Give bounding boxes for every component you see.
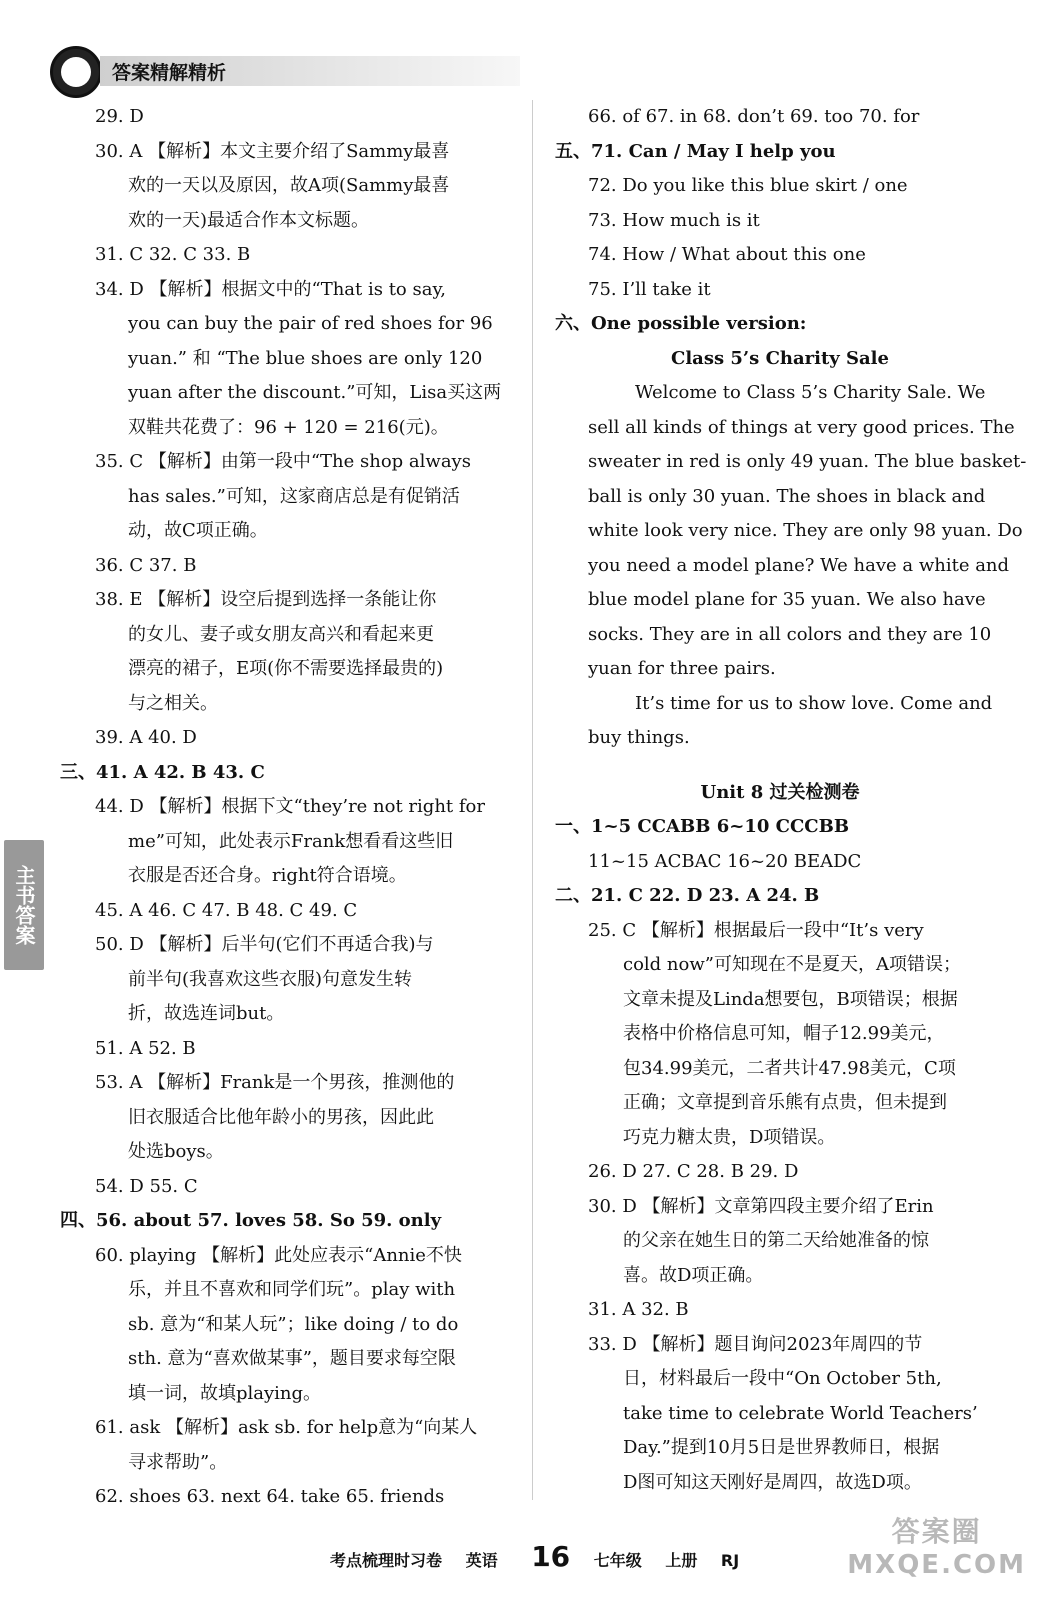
answer-line: yuan after the discount.”可知，Lisa买这两	[128, 382, 502, 403]
answer-line: 38. E 【解析】设空后提到选择一条能让你	[95, 589, 437, 610]
watermark-bottom: MXQE.COM	[847, 1550, 1026, 1580]
answer-line: you need a model plane? We have a white and	[588, 554, 1010, 576]
answer-line: 文章未提及Linda想要包，B项错误；根据	[623, 988, 958, 1010]
answer-line: 66. of 67. in 68. don’t 69. too 70. for	[588, 106, 920, 127]
answer-line: you can buy the pair of red shoes for 96	[128, 313, 493, 334]
answer-line: 31. A 32. B	[588, 1299, 689, 1320]
answer-line: 动，故C项正确。	[128, 520, 268, 541]
answer-line: 表格中价格信息可知，帽子12.99美元，	[623, 1023, 945, 1044]
answer-line: 五、71. Can / May I help you	[555, 140, 836, 162]
page-number: 16	[531, 1540, 571, 1573]
answer-line: Unit 8 过关检测卷	[700, 781, 860, 803]
answer-line: 35. C 【解析】由第一段中“The shop always	[95, 451, 471, 472]
answer-line: 73. How much is it	[588, 209, 760, 231]
answer-line: 29. D	[95, 106, 144, 127]
footer-book: 考点梳理时习卷	[330, 1551, 443, 1570]
answer-line: 四、56. about 57. loves 58. So 59. only	[60, 1210, 442, 1231]
answer-line: 54. D 55. C	[95, 1175, 198, 1197]
footer-subject: 英语	[465, 1551, 498, 1570]
answer-line: 欢的一天)最适合作本文标题。	[128, 209, 370, 231]
header-title: 答案精解精析	[112, 62, 227, 84]
answer-line: 30. A 【解析】本文主要介绍了Sammy最喜	[95, 140, 450, 162]
answer-line: 双鞋共花费了：96 + 120 = 216(元)。	[128, 416, 449, 438]
answer-line: Welcome to Class 5’s Charity Sale. We	[635, 382, 986, 403]
page-footer	[330, 1540, 850, 1573]
side-tab: 主书答案	[4, 840, 44, 970]
answer-line: has sales.”可知，这家商店总是有促销活	[128, 485, 460, 507]
answer-line: buy things.	[588, 727, 690, 748]
answer-line: 75. I’ll take it	[588, 278, 711, 300]
watermark	[847, 1510, 1026, 1580]
answer-line: 前半句(我喜欢这些衣服)句意发生转	[128, 968, 413, 990]
answer-line: It’s time for us to show love. Come and	[635, 692, 993, 714]
answer-line: 45. A 46. C 47. B 48. C 49. C	[95, 899, 358, 921]
answer-line: Class 5’s Charity Sale	[671, 347, 889, 369]
answer-line: 喜。故D项正确。	[623, 1264, 764, 1286]
right-column	[555, 100, 1027, 1500]
answer-line: white look very nice. They are only 98 yuan. Do	[588, 520, 1023, 541]
answer-line: take time to celebrate World Teachers’	[623, 1402, 978, 1424]
answer-line: 53. A 【解析】Frank是一个男孩，推测他的	[95, 1072, 455, 1093]
answer-line: ball is only 30 yuan. The shoes in black and	[588, 485, 986, 507]
answer-line: 33. D 【解析】题目询问2023年周四的节	[588, 1333, 923, 1355]
publisher-logo	[50, 46, 102, 98]
answer-line: 寻求帮助”。	[128, 1451, 228, 1473]
answer-line: 欢的一天以及原因，故A项(Sammy最喜	[128, 175, 450, 196]
watermark-top: 答案圈	[891, 1515, 982, 1548]
answer-line: 一、1~5 CCABB 6~10 CCCBB	[555, 816, 850, 837]
left-column	[60, 100, 510, 1515]
answer-line: 62. shoes 63. next 64. take 65. friends	[95, 1486, 445, 1507]
answer-line	[555, 756, 1005, 776]
answer-line: Day.”提到10月5日是世界教师日，根据	[623, 1437, 940, 1458]
footer-edition: RJ	[720, 1551, 740, 1570]
column-divider	[532, 100, 533, 1500]
answer-line: socks. They are in all colors and they are 10	[588, 623, 992, 645]
answer-line: 60. playing 【解析】此处应表示“Annie不快	[95, 1244, 462, 1266]
answer-line: 的父亲在她生日的第二天给她准备的惊	[623, 1230, 929, 1251]
answer-line: 三、41. A 42. B 43. C	[60, 761, 265, 783]
answer-line: 包34.99美元，二者共计47.98美元，C项	[623, 1057, 956, 1079]
answer-line: 衣服是否还合身。right符合语境。	[128, 865, 407, 886]
answer-line: D图可知这天刚好是周四，故选D项。	[623, 1471, 922, 1493]
answer-line: 44. D 【解析】根据下文“they’re not right for	[95, 796, 485, 817]
answer-line: 六、One possible version:	[555, 313, 807, 334]
answer-line: yuan.” 和 “The blue shoes are only 120	[128, 347, 483, 369]
answer-line: 漂亮的裙子，E项(你不需要选择最贵的)	[128, 658, 444, 679]
answer-line: 31. C 32. C 33. B	[95, 244, 251, 265]
answer-line: yuan for three pairs.	[588, 658, 776, 679]
answer-line: sell all kinds of things at very good prices. The	[588, 416, 1015, 438]
answer-line: blue model plane for 35 yuan. We also have	[588, 589, 986, 610]
answer-line: 51. A 52. B	[95, 1037, 196, 1059]
page-header	[40, 40, 520, 100]
answer-line: 72. Do you like this blue skirt / one	[588, 175, 908, 196]
answer-line: 与之相关。	[128, 692, 218, 714]
answer-line: 的女儿、妻子或女朋友高兴和看起来更	[128, 623, 434, 645]
answer-line: 34. D 【解析】根据文中的“That is to say,	[95, 278, 446, 300]
answer-line: 二、21. C 22. D 23. A 24. B	[555, 885, 820, 906]
answer-line: 巧克力糖太贵，D项错误。	[623, 1126, 836, 1148]
answer-line: 26. D 27. C 28. B 29. D	[588, 1161, 799, 1182]
answer-line: 25. C 【解析】根据最后一段中“It’s very	[588, 919, 924, 941]
answer-line: 乐，并且不喜欢和同学们玩”。play with	[128, 1279, 456, 1300]
answer-line: 11~15 ACBAC 16~20 BEADC	[588, 850, 862, 872]
answer-line: 39. A 40. D	[95, 727, 197, 748]
answer-line: 30. D 【解析】文章第四段主要介绍了Erin	[588, 1195, 934, 1217]
answer-line: cold now”可知现在不是夏天，A项错误；	[623, 954, 961, 975]
answer-line: 处选boys。	[128, 1141, 224, 1162]
footer-grade: 七年级	[593, 1551, 642, 1570]
answer-line: 旧衣服适合比他年龄小的男孩，因此此	[128, 1106, 434, 1128]
answer-line: sweater in red is only 49 yuan. The blue basket-	[588, 451, 1027, 472]
answer-line: 折，故选连词but。	[128, 1003, 285, 1024]
answer-line: 36. C 37. B	[95, 554, 197, 576]
answer-line: 74. How / What about this one	[588, 244, 866, 265]
answer-line: sb. 意为“和某人玩”；like doing / to do	[128, 1313, 459, 1335]
answer-line: sth. 意为“喜欢做某事”，题目要求每空限	[128, 1348, 456, 1369]
answer-line: 填一词，故填playing。	[128, 1382, 322, 1404]
answer-line: 正确；文章提到音乐熊有点贵，但未提到	[623, 1092, 947, 1113]
answer-line: 61. ask 【解析】ask sb. for help意为“向某人	[95, 1417, 478, 1438]
answer-line: me”可知，此处表示Frank想看看这些旧	[128, 830, 454, 852]
footer-volume: 上册	[665, 1551, 698, 1570]
answer-line: 50. D 【解析】后半句(它们不再适合我)与	[95, 934, 434, 955]
answer-line: 日，材料最后一段中“On October 5th,	[623, 1368, 942, 1389]
